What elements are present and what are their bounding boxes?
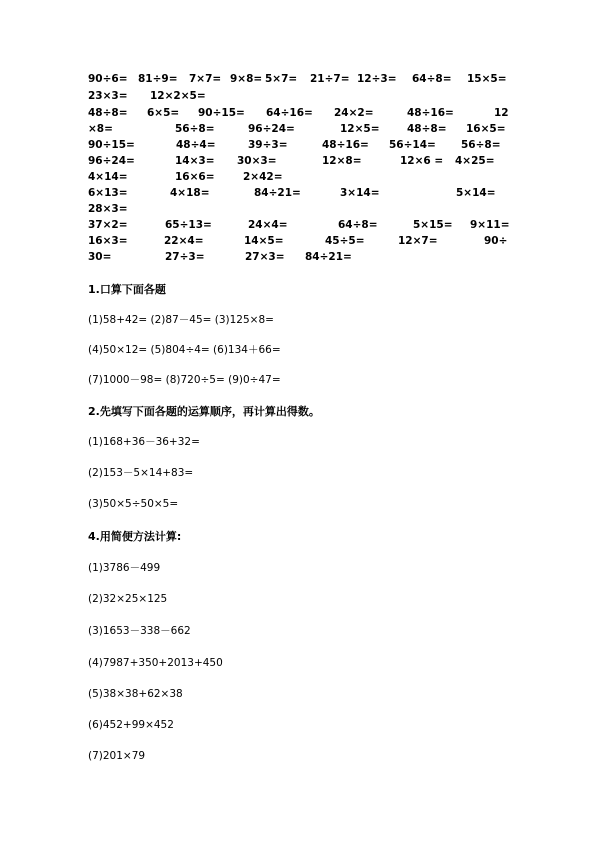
- drill-item: 12: [494, 107, 509, 119]
- drill-item: 90÷: [484, 235, 508, 247]
- drill-item: 84÷21=: [305, 251, 352, 263]
- drill-item: 56÷14=: [389, 139, 436, 151]
- drill-item: 5×7=: [265, 73, 298, 85]
- drill-item: 30×3=: [237, 155, 277, 167]
- drill-item: 81÷9=: [138, 73, 178, 85]
- drill-item: 5×14=: [456, 187, 496, 199]
- drill-item: 2×42=: [243, 171, 283, 183]
- section-4-line-3: (3)1653－338－662: [88, 625, 191, 637]
- drill-item: 37×2=: [88, 219, 128, 231]
- drill-item: 9×8=: [230, 73, 263, 85]
- drill-item: 65÷13=: [165, 219, 212, 231]
- section-1-line-3: (7)1000－98= (8)720÷5= (9)0÷47=: [88, 374, 281, 386]
- drill-item: 48÷8=: [407, 123, 447, 135]
- section-1-line-2: (4)50×12= (5)804÷4= (6)134＋66=: [88, 344, 281, 356]
- oral-drill-grid: [0, 0, 600, 270]
- drill-item: 27÷3=: [165, 251, 205, 263]
- drill-item: 22×4=: [164, 235, 204, 247]
- drill-item: 27×3=: [245, 251, 285, 263]
- drill-item: 12÷3=: [357, 73, 397, 85]
- drill-item: 16×3=: [88, 235, 128, 247]
- section-4-title: 4.用简便方法计算:: [88, 530, 182, 543]
- drill-item: 48÷16=: [407, 107, 454, 119]
- drill-item: 84÷21=: [254, 187, 301, 199]
- drill-item: 15×5=: [467, 73, 507, 85]
- drill-item: 9×11=: [470, 219, 510, 231]
- drill-item: 4×14=: [88, 171, 128, 183]
- drill-item: 3×14=: [340, 187, 380, 199]
- drill-item: 90÷15=: [88, 139, 135, 151]
- drill-item: 4×18=: [170, 187, 210, 199]
- drill-item: 24×2=: [334, 107, 374, 119]
- drill-item: 96÷24=: [248, 123, 295, 135]
- drill-item: 7×7=: [189, 73, 222, 85]
- drill-item: 90÷15=: [198, 107, 245, 119]
- section-4-line-2: (2)32×25×125: [88, 593, 168, 605]
- drill-item: 45÷5=: [325, 235, 365, 247]
- section-2-line-2: (2)153－5×14+83=: [88, 467, 194, 479]
- drill-item: 64÷16=: [266, 107, 313, 119]
- drill-item: 28×3=: [88, 203, 128, 215]
- drill-item: 12×2×5=: [150, 90, 206, 102]
- section-4-line-6: (6)452+99×452: [88, 719, 174, 731]
- drill-item: 16×5=: [466, 123, 506, 135]
- section-1-title: 1.口算下面各题: [88, 283, 166, 296]
- drill-item: 48÷8=: [88, 107, 128, 119]
- section-1-line-1: (1)58+42= (2)87－45= (3)125×8=: [88, 314, 274, 326]
- drill-item: 14×3=: [175, 155, 215, 167]
- section-2-line-1: (1)168+36－36+32=: [88, 436, 200, 448]
- section-4-line-4: (4)7987+350+2013+450: [88, 657, 223, 669]
- drill-item: 96÷24=: [88, 155, 135, 167]
- section-2-line-3: (3)50×5÷50×5=: [88, 498, 179, 510]
- drill-item: 12×7=: [398, 235, 438, 247]
- drill-item: 5×15=: [413, 219, 453, 231]
- section-4-line-1: (1)3786－499: [88, 562, 161, 574]
- drill-item: 90÷6=: [88, 73, 128, 85]
- drill-item: 24×4=: [248, 219, 288, 231]
- section-2-title: 2.先填写下面各题的运算顺序，再计算出得数。: [88, 405, 320, 418]
- drill-item: 4×25=: [455, 155, 495, 167]
- drill-item: ×8=: [88, 123, 113, 135]
- drill-item: 14×5=: [244, 235, 284, 247]
- drill-item: 64÷8=: [338, 219, 378, 231]
- drill-item: 12×6 =: [400, 155, 444, 167]
- drill-item: 39÷3=: [248, 139, 288, 151]
- drill-item: 6×5=: [147, 107, 180, 119]
- drill-item: 48÷16=: [322, 139, 369, 151]
- drill-item: 48÷4=: [176, 139, 216, 151]
- drill-item: 16×6=: [175, 171, 215, 183]
- drill-item: 6×13=: [88, 187, 128, 199]
- drill-item: 56÷8=: [175, 123, 215, 135]
- drill-item: 30=: [88, 251, 112, 263]
- drill-item: 12×5=: [340, 123, 380, 135]
- drill-item: 56÷8=: [461, 139, 501, 151]
- section-4-line-5: (5)38×38+62×38: [88, 688, 183, 700]
- drill-item: 12×8=: [322, 155, 362, 167]
- section-4-line-7: (7)201×79: [88, 750, 146, 762]
- drill-item: 21÷7=: [310, 73, 350, 85]
- drill-item: 64÷8=: [412, 73, 452, 85]
- drill-item: 23×3=: [88, 90, 128, 102]
